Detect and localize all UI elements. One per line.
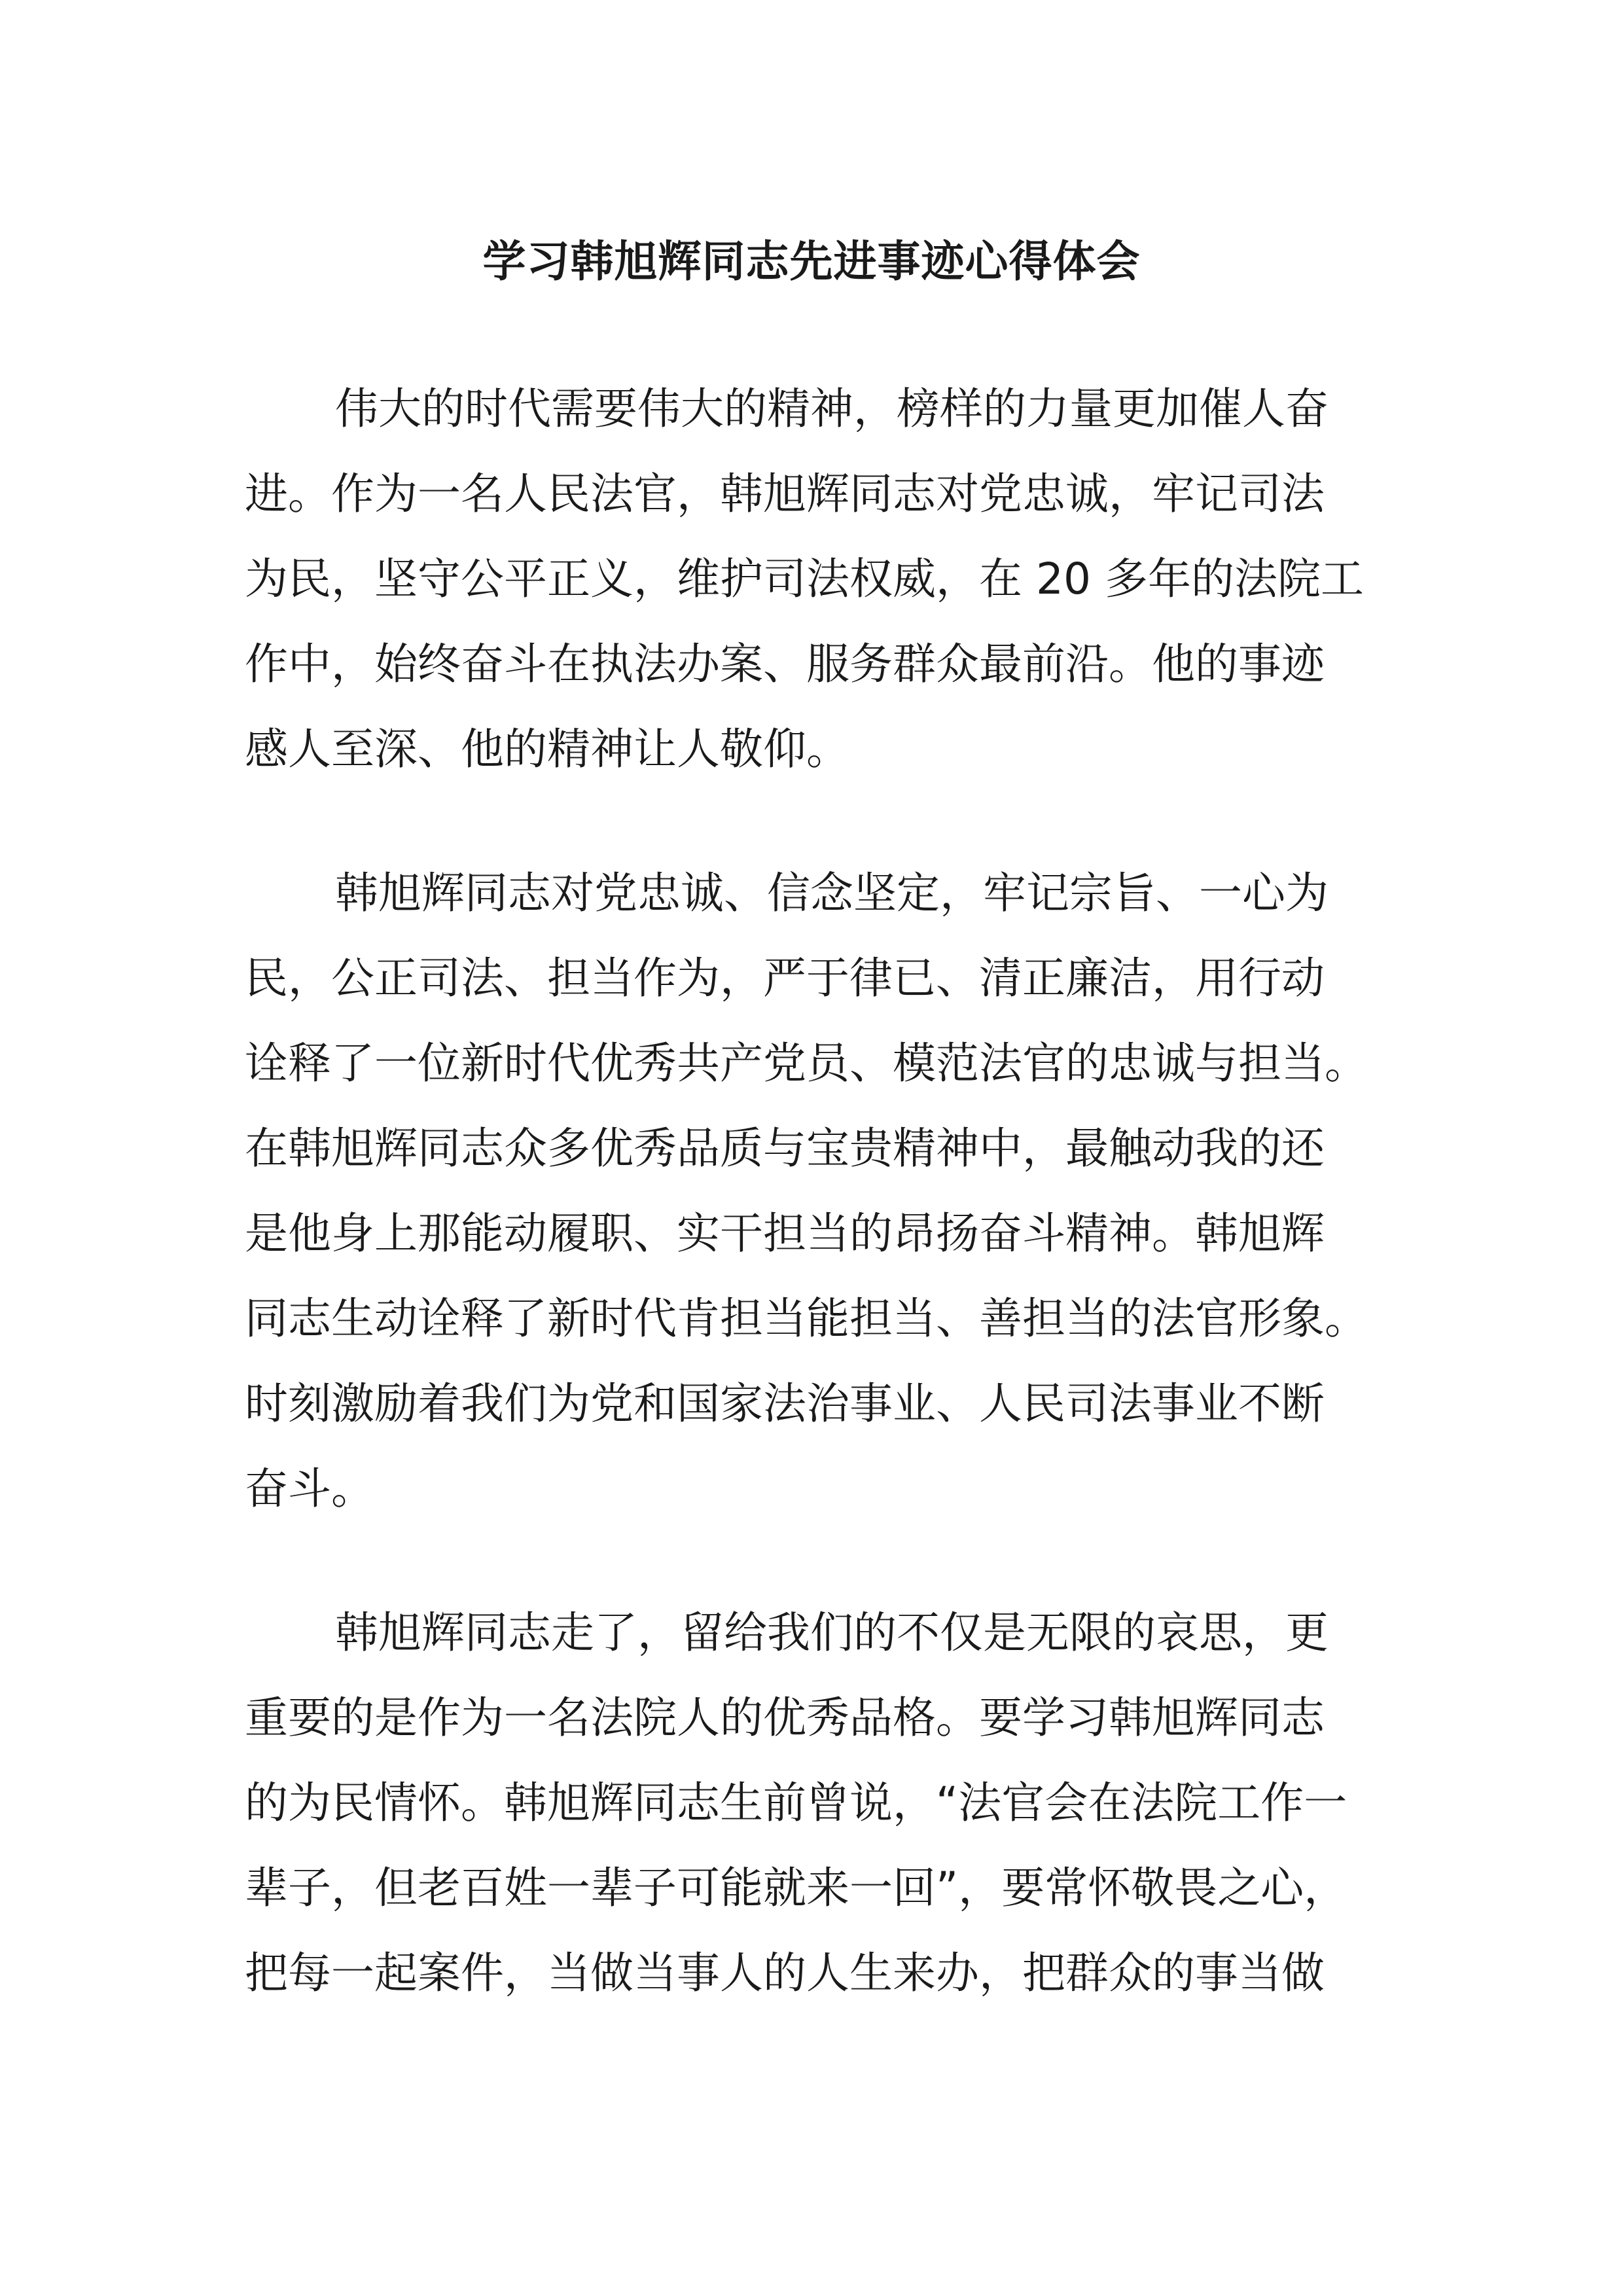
paragraph-line: 的为民情怀。韩旭辉同志生前曾说，“法官会在法院工作一 (245, 1778, 1347, 1828)
paragraph-line: 诠释了一位新时代优秀共产党员、模范法官的忠诚与担当。 (245, 1038, 1368, 1088)
paragraph-line: 在韩旭辉同志众多优秀品质与宝贵精神中，最触动我的还 (245, 1123, 1325, 1174)
paragraph-line: 感人至深、他的精神让人敬仰。 (245, 724, 849, 774)
paragraph-line: 为民，坚守公平正义，维护司法权威，在 20 多年的法院工 (245, 554, 1364, 604)
paragraph-3 (245, 1590, 1347, 2016)
paragraph-line: 把每一起案件，当做当事人的人生来办，把群众的事当做 (245, 1948, 1325, 1998)
paragraph-line: 辈子，但老百姓一辈子可能就来一回”，要常怀敬畏之心， (245, 1863, 1347, 1913)
paragraph-1 (245, 367, 1364, 792)
paragraph-line: 作中，始终奋斗在执法办案、服务群众最前沿。他的事迹 (245, 639, 1325, 689)
paragraph-2 (245, 851, 1368, 1532)
paragraph-line: 进。作为一名人民法官，韩旭辉同志对党忠诚，牢记司法 (245, 469, 1325, 519)
paragraph-line: 同志生动诠释了新时代肯担当能担当、善担当的法官形象。 (245, 1293, 1368, 1344)
paragraph-line: 韩旭辉同志对党忠诚、信念坚定，牢记宗旨、一心为 (335, 868, 1329, 918)
paragraph-line: 重要的是作为一名法院人的优秀品格。要学习韩旭辉同志 (245, 1693, 1325, 1743)
paragraph-line: 是他身上那能动履职、实干担当的昂扬奋斗精神。韩旭辉 (245, 1208, 1325, 1259)
paragraph-line: 韩旭辉同志走了，留给我们的不仅是无限的哀思，更 (335, 1607, 1329, 1658)
paragraph-line: 民，公正司法、担当作为，严于律已、清正廉洁，用行动 (245, 953, 1325, 1003)
document-title: 学习韩旭辉同志先进事迹心得体会 (482, 236, 1141, 287)
paragraph-line: 伟大的时代需要伟大的精神，榜样的力量更加催人奋 (335, 384, 1329, 434)
paragraph-line: 时刻激励着我们为党和国家法治事业、人民司法事业不断 (245, 1378, 1325, 1429)
paragraph-line: 奋斗。 (245, 1463, 374, 1514)
